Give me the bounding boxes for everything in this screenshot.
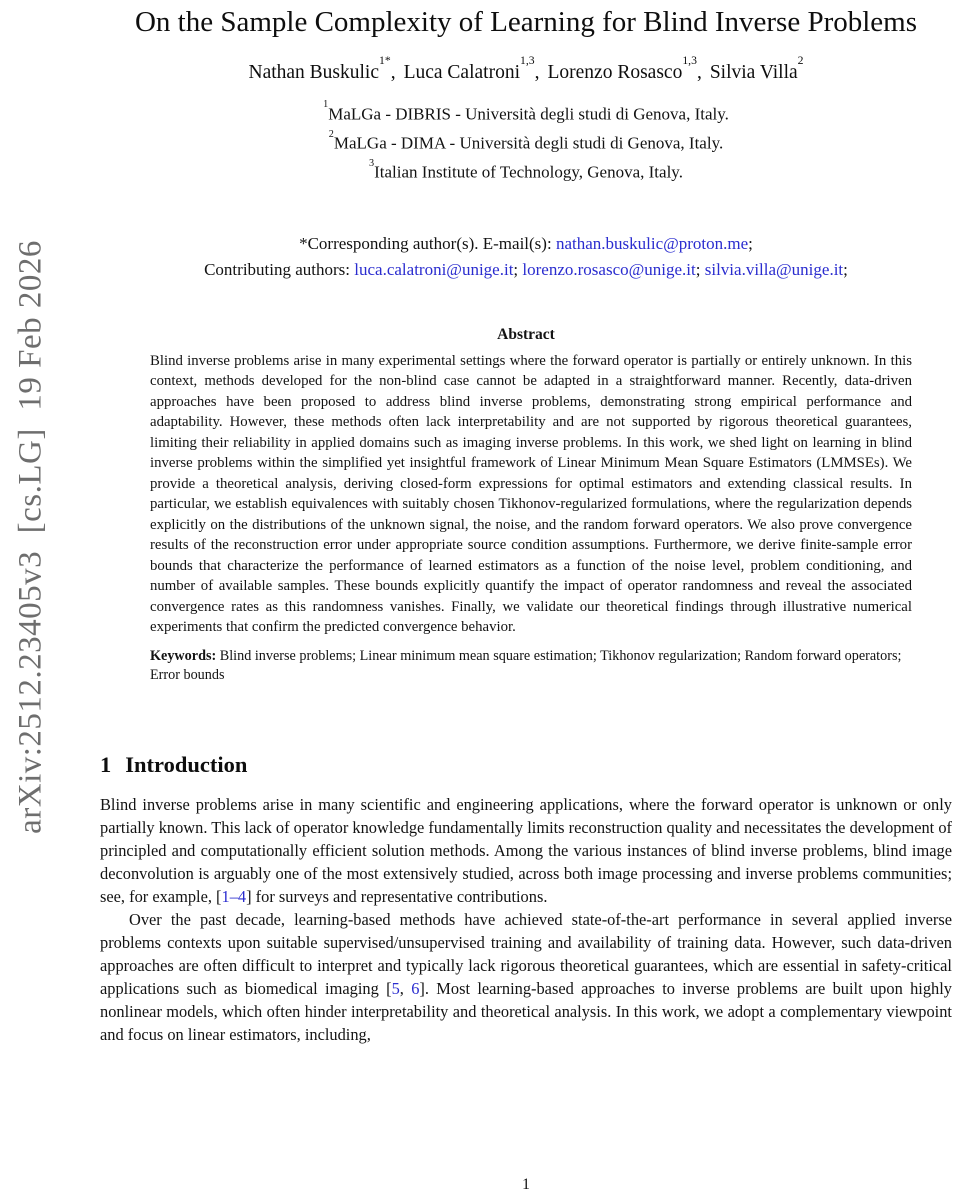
keywords-text: Blind inverse problems; Linear minimum mean square estimation; Tikhonov regularization; Random forward operators; Error bounds <box>150 647 902 684</box>
author: Silvia Villa$^2$ <box>709 54 804 83</box>
author-affiliation-marker: 2 <box>797 54 804 68</box>
citation-link[interactable]: 5 <box>391 978 400 998</box>
affiliation-line: $^2$MaLGa - DIMA - Università degli studi di Genova, Italy. <box>328 128 724 153</box>
author: Nathan Buskulic$^{1*}$, <box>248 54 396 83</box>
email-link[interactable]: lorenzo.rosasco@unige.it <box>522 259 696 279</box>
intro-paragraph-2: Over the past decade, learning-based methods have achieved state-of-the-art performance in several applied inverse problems contexts upon suitable supervised/unsupervised training and availability of training data. However, such data-driven approaches are often difficult to interpret and typically lack rigorous theoretical guarantees, which are essential in safety-critical applications such as biomedical imaging [5, 6]. Most learning-based approaches to inverse problems are built upon highly nonlinear models, which often hinder interpretability and theoretical analysis. In this work, we adopt a complementary viewpoint and focus on linear estimators, including, <box>100 909 952 1044</box>
author: Lorenzo Rosasco$^{1,3}$, <box>547 54 702 83</box>
contact-block <box>100 231 952 283</box>
contributing-authors-line: Contributing authors: luca.calatroni@unige.it; lorenzo.rosasco@unige.it; silvia.villa@unige.it; <box>204 259 848 279</box>
paper-title: On the Sample Complexity of Learning for Blind Inverse Problems <box>134 6 918 38</box>
citation-link[interactable]: 6 <box>411 978 420 998</box>
author-affiliation-marker: 1* <box>379 54 391 68</box>
email-link[interactable]: silvia.villa@unige.it <box>704 259 844 279</box>
section-number: 1 <box>100 751 112 777</box>
author-affiliation-marker: 1,3 <box>520 54 535 68</box>
affiliations <box>100 98 952 185</box>
keywords-block <box>150 647 912 686</box>
affiliation-line: $^1$MaLGa - DIBRIS - Università degli studi di Genova, Italy. <box>323 99 729 124</box>
email-link[interactable]: nathan.buskulic@proton.me <box>555 233 749 253</box>
abstract-text: Blind inverse problems arise in many experimental settings where the forward operator is partially or entirely unknown. In this context, methods developed for the non-blind case cannot be adapted in a straightforward manner. Recently, data-driven approaches have been proposed to address blind inverse problems, demonstrating strong empirical performance and adaptability. However, these methods often lack interpretability and are not supported by rigorous theoretical guarantees, limiting their reliability in applied domains such as imaging inverse problems. In this work, we shed light on learning in blind inverse problems within the simplified yet insightful framework of Linear Minimum Mean Square Estimators (LMMSEs). We provide a theoretical analysis, deriving closed-form expressions for optimal estimators and extending classical results. In particular, we establish equivalences with suitably chosen Tikhonov-regularized formulations, where the regularization depends explicitly on the distributions of the unknown signal, the noise, and the random forward operators. We also prove convergence results of the reconstruction error under appropriate source condition assumptions. Furthermore, we derive finite-sample error bounds that characterize the performance of learned estimators as a function of the noise level, problem conditioning, and number of available samples. These bounds explicitly quantify the impact of operator randomness and reveal the associated convergence rates as this randomness vanishes. Finally, we validate our theoretical findings through illustrative numerical experiments that confirm the predicted convergence behavior. <box>150 352 912 636</box>
keywords-label: Keywords: <box>150 647 217 664</box>
page-number: 1 <box>522 1176 530 1193</box>
section-title: Introduction <box>125 751 248 777</box>
author-affiliation-marker: 1,3 <box>682 54 697 68</box>
section-heading-introduction <box>100 752 952 778</box>
affiliation-line: $^3$Italian Institute of Technology, Genova, Italy. <box>369 157 683 182</box>
arxiv-watermark: arXiv:2512.23405v3 [cs.LG] 19 Feb 2026 <box>12 240 49 834</box>
author-line <box>100 54 952 84</box>
email-link[interactable]: luca.calatroni@unige.it <box>354 259 514 279</box>
abstract-heading: Abstract <box>497 325 555 343</box>
intro-paragraph-1: Blind inverse problems arise in many scientific and engineering applications, where the forward operator is unknown or only partially known. This lack of operator knowledge fundamentally limits reconstruction quality and necessitates the development of principled and computationally efficient solution methods. Among the various instances of blind inverse problems, blind image deconvolution is arguably one of the most extensively studied, across both image processing and inverse problems communities; see, for example, [1–4] for surveys and representative contributions. <box>100 794 952 906</box>
paper-page <box>100 0 952 1046</box>
corresponding-author-line: *Corresponding author(s). E-mail(s): nathan.buskulic@proton.me; <box>299 233 753 253</box>
author: Luca Calatroni$^{1,3}$, <box>403 54 540 83</box>
citation-link[interactable]: 1–4 <box>221 886 247 906</box>
